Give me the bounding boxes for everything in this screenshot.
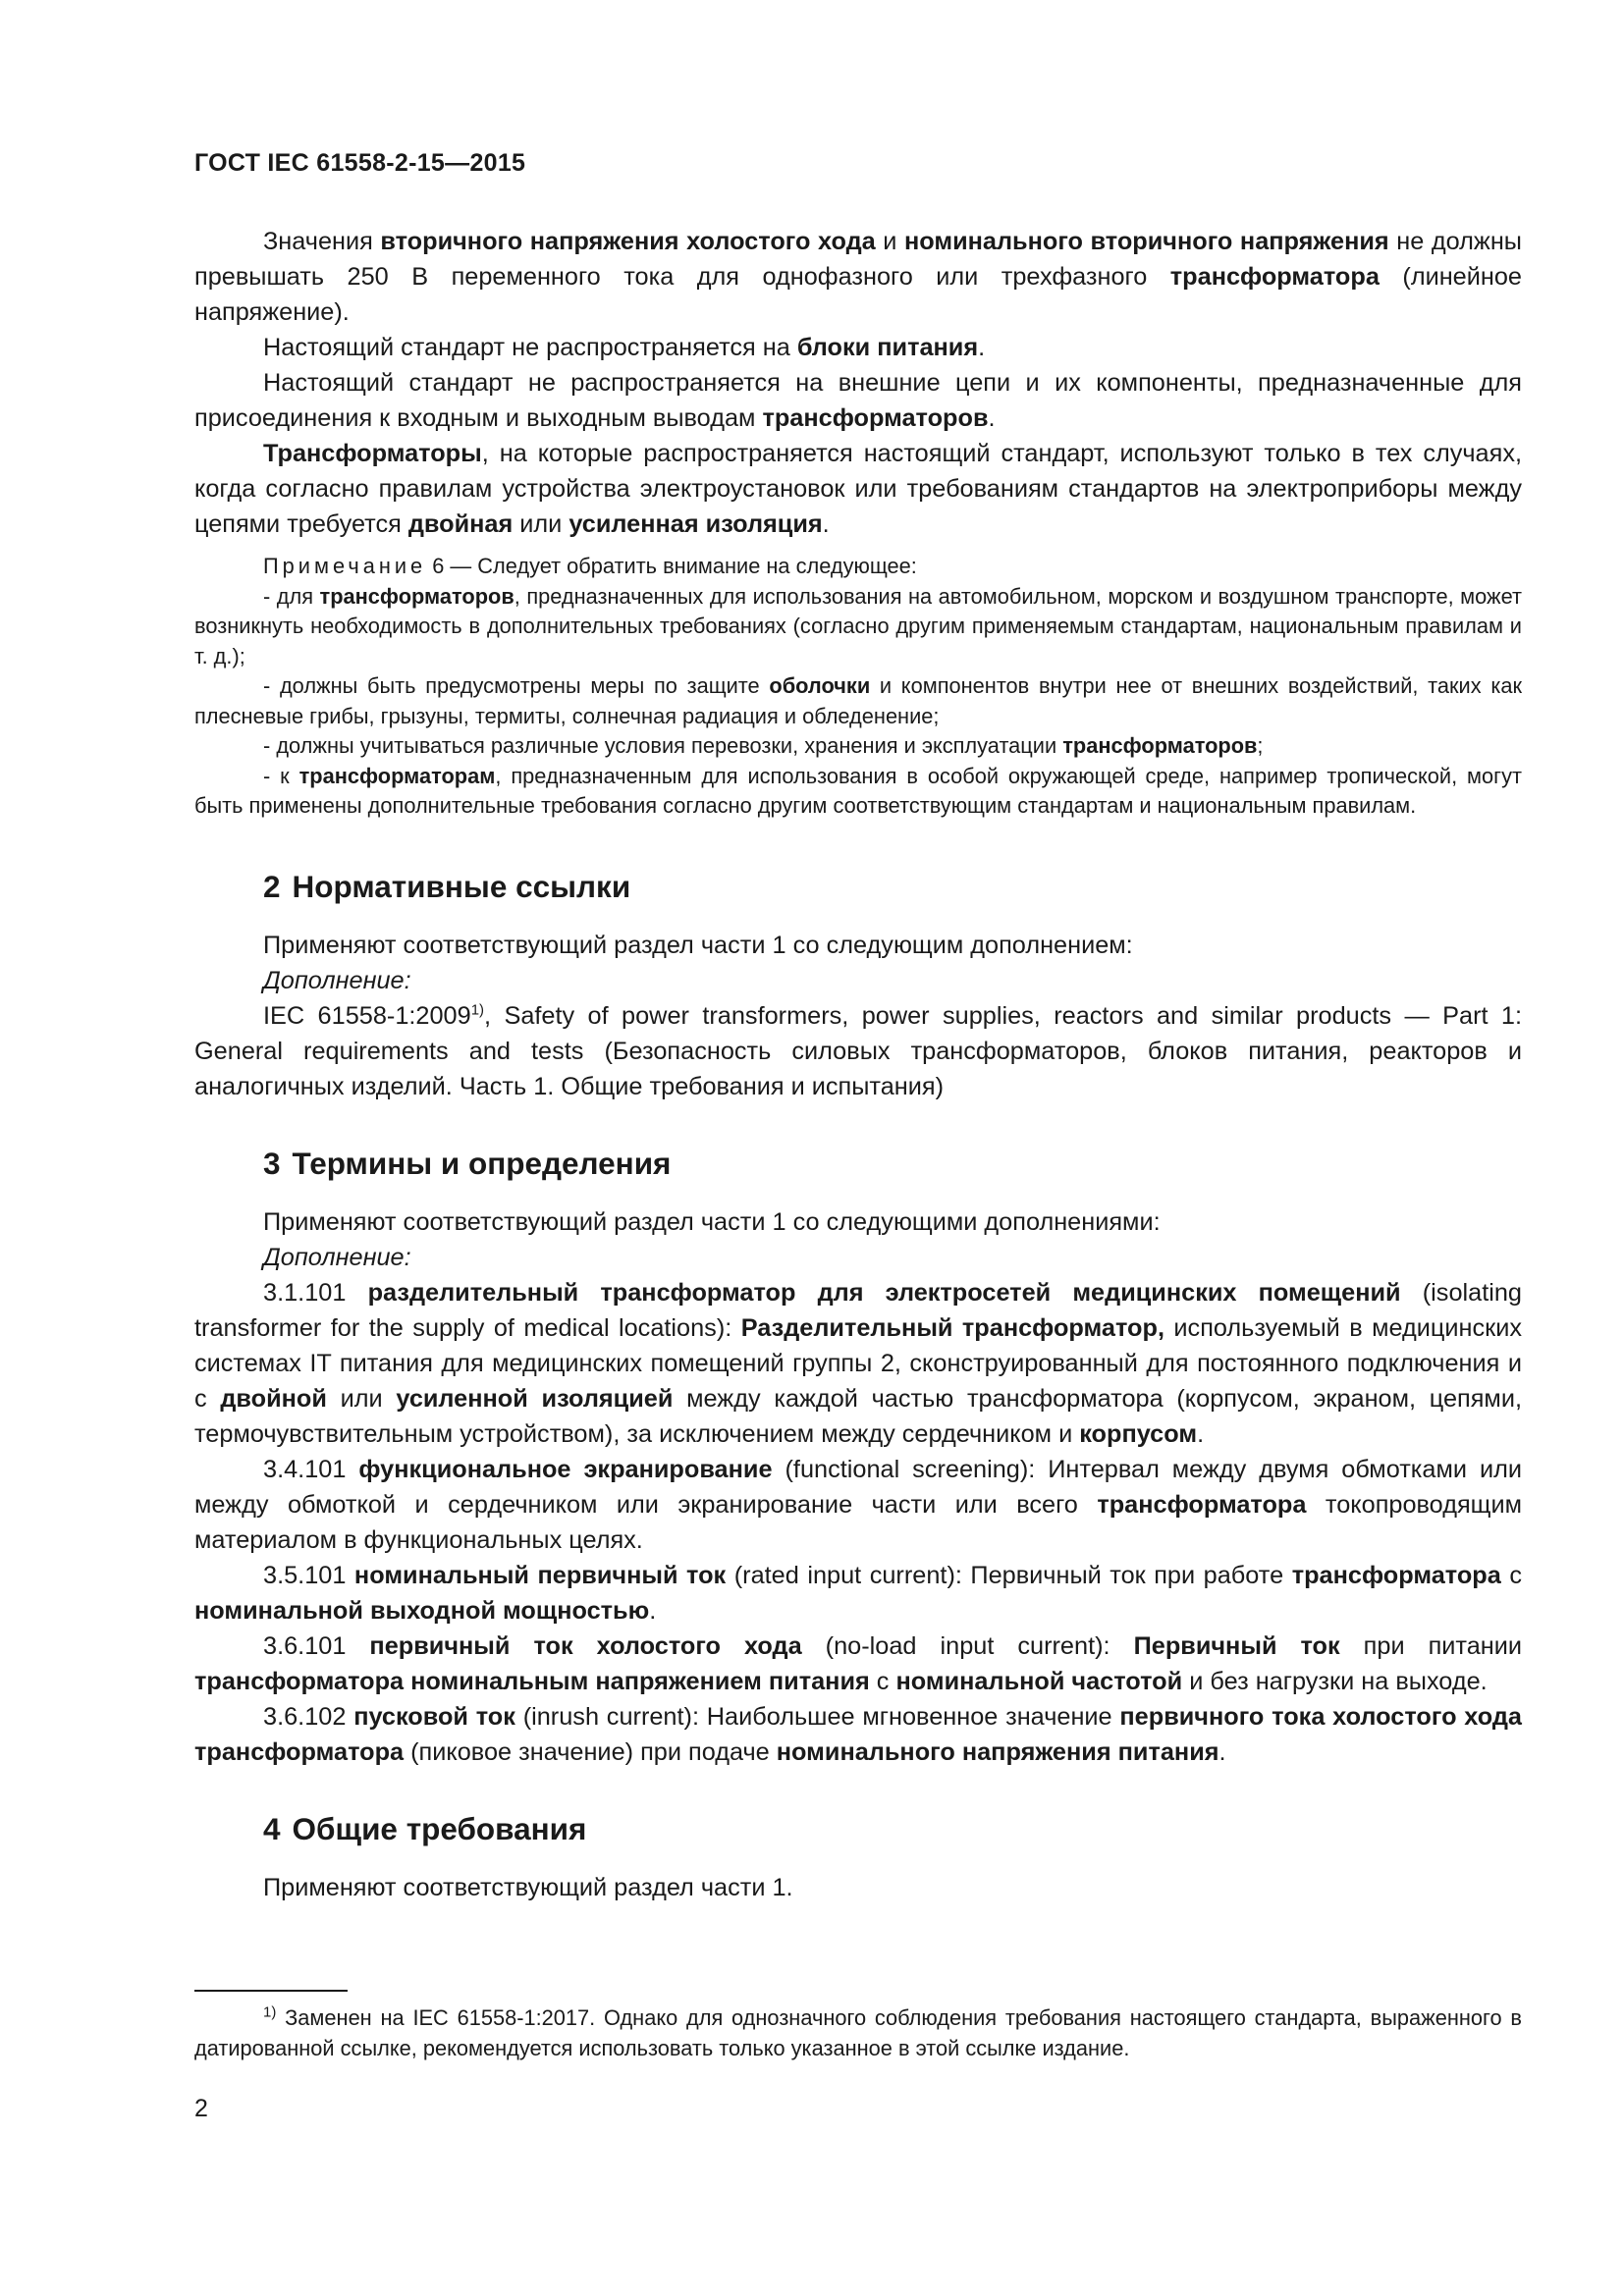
document-header: ГОСТ IEC 61558-2-15—2015: [194, 149, 526, 177]
text-run: 3.1.101: [263, 1278, 368, 1307]
text-run: Заменен на IEC 61558-1:2017. Однако для однозначного соблюдения требования настоящего стандарта, выраженного в датированной ссылке, рекомендуется использовать только указанное в этой ссылке издание.: [194, 2005, 1522, 2060]
note-item-3: [194, 731, 1522, 762]
text-run: Настоящий стандарт не распространяется на: [263, 334, 797, 361]
section-number: 2: [263, 868, 281, 904]
definition-3-1-101: [194, 1275, 1522, 1452]
bold-term: двойной: [220, 1384, 327, 1413]
text-run: с: [1500, 1561, 1522, 1589]
text-run: .: [1218, 1737, 1226, 1766]
definition-3-5-101: [194, 1558, 1522, 1629]
bold-term: номинальной выходной мощностью: [194, 1596, 650, 1625]
text-run: 3.4.101: [263, 1455, 359, 1483]
text-run: (no-load input current):: [801, 1631, 1134, 1660]
definition-3-6-101: [194, 1629, 1522, 1699]
note-item-1: [194, 582, 1522, 672]
text-run: (пиковое значение) при подаче: [404, 1737, 777, 1766]
bold-term: трансформатора: [1291, 1561, 1501, 1589]
text-run: токопроводящим материалом в функциональных целях.: [194, 1490, 1522, 1554]
definition-3-4-101: [194, 1452, 1522, 1558]
text-run: - должны быть предусмотрены меры по защите: [263, 673, 770, 698]
section-heading-4: [263, 1809, 1522, 1848]
note-item-2: [194, 671, 1522, 731]
bold-term: Первичный ток: [1133, 1631, 1340, 1660]
page-content: [194, 224, 1522, 1905]
bold-term: трансформатора: [1169, 263, 1380, 291]
text-run: и без нагрузки на выходе.: [1182, 1667, 1488, 1695]
italic-text: Дополнение:: [263, 966, 411, 994]
bold-term: блоки питания: [796, 334, 979, 361]
section-heading-2: [263, 867, 1522, 906]
bold-term: первичный ток холостого хода: [369, 1631, 802, 1660]
bold-term: функциональное экранирование: [358, 1455, 773, 1483]
bold-term: первичного тока холостого хода трансформатора: [194, 1702, 1522, 1766]
text-run: (functional screening): Интервал между двумя обмотками или между обмоткой и сердечником или экранирование части или всего: [194, 1455, 1522, 1519]
text-run: Применяют соответствующий раздел части 1 со следующим дополнением:: [263, 931, 1133, 959]
bold-term: номинального вторичного напряжения: [903, 228, 1389, 255]
text-run: или: [326, 1384, 397, 1413]
footnote-marker: 1): [263, 2003, 277, 2021]
text-run: 3.6.102: [263, 1702, 354, 1731]
bold-term: трансформаторов: [762, 404, 989, 432]
text-run: , предназначенным для использования в особой окружающей среде, например тропической, могут быть применены дополнительные требования согласно другим соответствующим стандартам и национальным правилам.: [194, 763, 1522, 818]
intro-paragraph-1: [194, 224, 1522, 330]
note-block: [194, 552, 1522, 822]
bold-term: оболочки: [769, 673, 871, 698]
text-run: Применяют соответствующий раздел части 1.: [263, 1873, 793, 1901]
note-title-text: 6 — Следует обратить внимание на следующее:: [426, 554, 917, 578]
section-title: Термины и определения: [292, 1145, 672, 1181]
text-run: или: [513, 510, 569, 538]
text-run: - к: [263, 763, 299, 788]
note-item-4: [194, 762, 1522, 822]
text-run: 3.5.101: [263, 1561, 354, 1589]
text-run: .: [1197, 1419, 1205, 1448]
text-run: Настоящий стандарт не распространяется на внешние цепи и их компоненты, предназначенные для присоединения к входным и выходным выводам: [194, 369, 1522, 432]
bold-term: трансформаторам: [298, 763, 496, 788]
bold-term: номинальный первичный ток: [353, 1561, 727, 1589]
section-heading-3: [263, 1144, 1522, 1183]
bold-term: трансформатора: [1097, 1490, 1307, 1519]
intro-paragraph-3: [194, 365, 1522, 436]
section-title: Нормативные ссылки: [292, 868, 631, 904]
section-2-paragraph-1: [194, 928, 1522, 963]
text-run: не должны превышать 250 В переменного тока для однофазного или трехфазного: [194, 228, 1522, 291]
section-2-paragraph-3: [194, 998, 1522, 1104]
bold-term: номинальной частотой: [895, 1667, 1183, 1695]
bold-term: разделительный трансформатор для электросетей медицинских помещений: [367, 1278, 1401, 1307]
text-run: , на которые распространяется настоящий стандарт, используют только в тех случаях, когда согласно правилам устройства электроустановок или требованиям стандартов на электроприборы между цепями требуется: [194, 440, 1522, 538]
text-run: (rated input current): Первичный ток при работе: [726, 1561, 1292, 1589]
footnote-marker: 1): [470, 1001, 485, 1019]
text-run: .: [978, 334, 986, 361]
section-number: 3: [263, 1145, 281, 1181]
text-run: .: [822, 510, 830, 538]
text-run: .: [649, 1596, 657, 1625]
text-run: , Safety of power transformers, power supplies, reactors and similar products — Part 1: General requirements and tests (Безопасность силовых трансформаторов, блоков питания, реакторов и аналогичных изделий. Часть 1. Общие требования и испытания): [194, 1001, 1523, 1100]
section-3-paragraph-2: [194, 1240, 1522, 1275]
section-3-paragraph-1: [194, 1204, 1522, 1240]
text-run: с: [869, 1667, 896, 1695]
footnote-separator: [194, 1990, 348, 1992]
text-run: и: [875, 228, 904, 255]
text-run: и компонентов внутри нее от внешних воздействий, таких как плесневые грибы, грызуны, термиты, солнечная радиация и обледенение;: [194, 673, 1523, 728]
text-run: - для: [263, 583, 320, 609]
text-run: Значения: [263, 228, 381, 255]
bold-term: усиленной изоляцией: [396, 1384, 674, 1413]
text-run: 3.6.101: [263, 1631, 370, 1660]
text-run: (inrush current): Наибольшее мгновенное значение: [514, 1702, 1120, 1731]
intro-paragraph-4: [194, 436, 1522, 542]
bold-term: Трансформаторы: [263, 440, 482, 467]
text-run: (isolating transformer for the supply of medical locations):: [194, 1278, 1522, 1342]
section-4-paragraph-1: [194, 1870, 1522, 1905]
text-run: .: [988, 404, 996, 432]
note-label: Примечание: [263, 554, 427, 578]
bold-term: вторичного напряжения холостого хода: [380, 228, 876, 255]
bold-term: трансформатора номинальным напряжением питания: [194, 1667, 870, 1695]
text-run: ;: [1257, 733, 1264, 758]
text-run: , предназначенных для использования на автомобильном, морском и воздушном транспорте, может возникнуть необходимость в дополнительных требованиях (согласно другим применяемым стандартам, национальным правилам и т. д.);: [194, 583, 1522, 668]
bold-term: пусковой ток: [353, 1702, 515, 1731]
text-run: (линейное напряжение).: [194, 263, 1522, 326]
text-run: при питании: [1339, 1631, 1523, 1660]
text-run: между каждой частью трансформатора (корпусом, экраном, цепями, термочувствительным устройством), за исключением между сердечником и: [194, 1384, 1522, 1448]
section-2-paragraph-2: [194, 963, 1522, 998]
text-run: - должны учитываться различные условия перевозки, хранения и эксплуатации: [263, 733, 1063, 758]
page-number: 2: [194, 2095, 208, 2122]
bold-term: Разделительный трансформатор,: [740, 1313, 1164, 1342]
text-run: Применяют соответствующий раздел части 1 со следующими дополнениями:: [263, 1207, 1161, 1236]
definition-3-6-102: [194, 1699, 1522, 1770]
footnotes: [194, 2002, 1522, 2063]
bold-term: усиленная изоляция: [568, 510, 823, 538]
footnote-1: [194, 2002, 1522, 2063]
note-title: [194, 552, 1522, 582]
bold-term: корпусом: [1079, 1419, 1198, 1448]
bold-term: трансформаторов: [319, 583, 514, 609]
bold-term: номинального напряжения питания: [776, 1737, 1219, 1766]
section-number: 4: [263, 1810, 281, 1846]
section-title: Общие требования: [292, 1810, 587, 1846]
text-run: используемый в медицинских системах IT питания для медицинских помещений группы 2, сконструированный для постоянного подключения и с: [194, 1313, 1522, 1413]
bold-term: двойная: [407, 510, 514, 538]
italic-text: Дополнение:: [263, 1243, 411, 1271]
intro-paragraph-2: [194, 330, 1522, 365]
bold-term: трансформаторов: [1062, 733, 1258, 758]
text-run: IEC 61558-1:2009: [263, 1001, 471, 1030]
